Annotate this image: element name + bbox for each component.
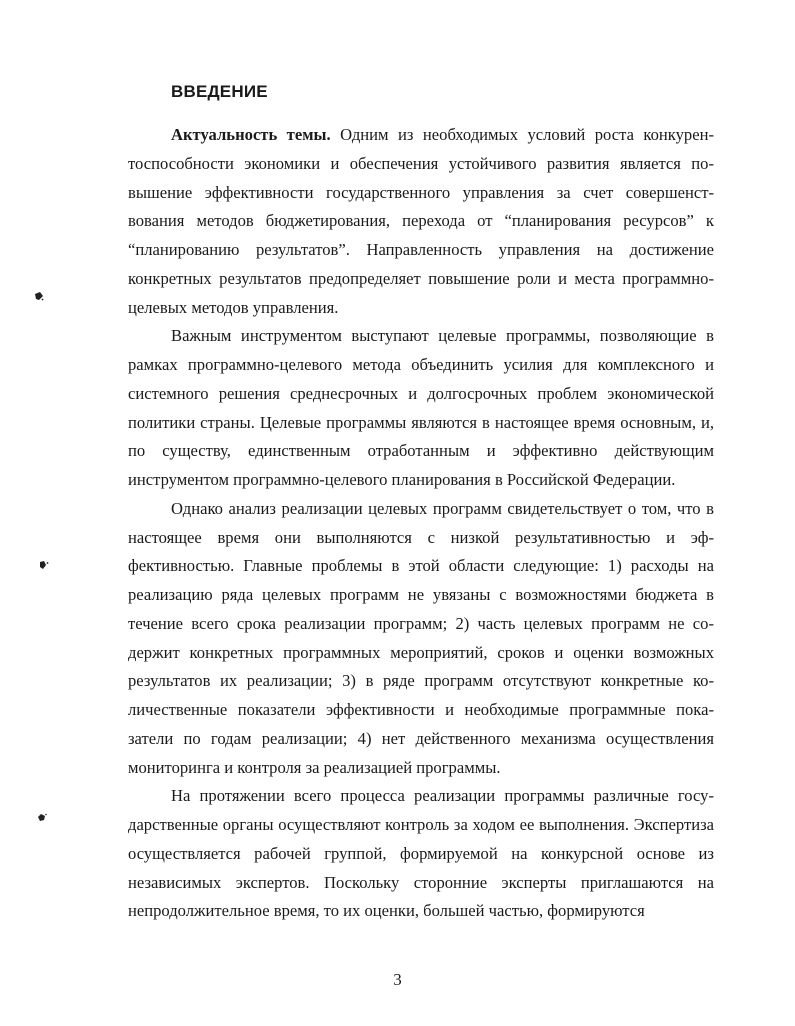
paragraph-analysis: Однако анализ реализации целевых программ свидетельствует о том, что в настоящее время они выполняются с низкой результативностью и эффективностью. Главные проблемы в этой области следующие: 1) расходы на реализацию ряда целевых программ не увязаны с возможностями бюджета в течение всего срока реализации программ; 2) часть целевых программ не содержит конкретных программных мероприятий, сроков и оценки возможных результатов их реализации; 3) в ряде программ отсутствуют конкретные количественные показатели эффективности и необходимые программные показатели по годам реализации; 4) нет действенного механизма осуществления мониторинга и контроля за реализацией программы.	[128, 498, 714, 777]
scan-speck-icon	[39, 560, 49, 570]
paragraph-relevance	[128, 121, 714, 322]
paragraph-control: На протяжении всего процесса реализации программы различные государственные органы осуществляют контроль за ходом ее выполнения. Экспертиза осуществляется рабочей группой, формируемой на конкурсной основе из независимых экспертов. Поскольку сторонние эксперты приглашаются на непродолжительное время, то их оценки, большей частью, формируются	[128, 786, 714, 921]
paragraph-lead: Актуальность темы.	[171, 125, 331, 144]
section-heading: ВВЕДЕНИЕ	[171, 82, 268, 101]
paragraph-text: Одним из необходимых условий роста конкурентоспособности экономики и обеспечения устойчивого развития является повышение эффективности государственного управления за счет совершенствования методов бюджетирования, перехода от “планирования ресурсов” к “планированию результатов”. Направленность управления на достижение конкретных результатов предопределяет повышение роли и места программно-целевых методов управления.	[128, 125, 714, 317]
page-number: 3	[393, 970, 402, 989]
scan-speck-icon	[37, 813, 47, 823]
body-text	[128, 121, 714, 926]
scan-speck-icon	[34, 291, 44, 301]
paragraph-target-programs: Важным инструментом выступают целевые программы, позволяющие в рамках программно-целевого метода объединить усилия для комплексного и системного решения среднесрочных и долгосрочных проблем экономической политики страны. Целевые программы являются в настоящее время основным, и, по существу, единственным отработанным и эффективно действующим инструментом программно-целевого планирования в Российской Федерации.	[128, 326, 714, 489]
